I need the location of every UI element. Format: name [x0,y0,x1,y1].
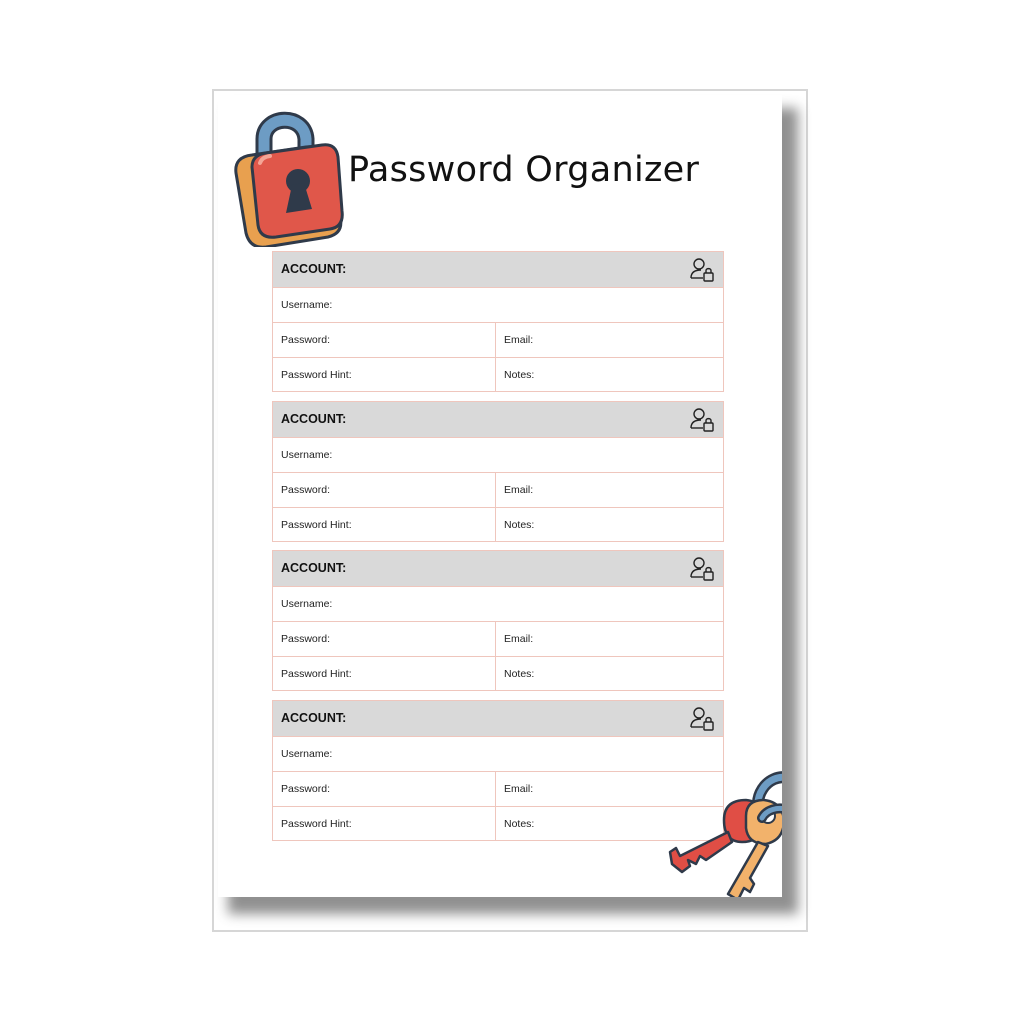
password-field[interactable]: Password: [273,473,496,507]
account-card [272,401,724,542]
password-hint-field[interactable]: Password Hint: [273,807,496,841]
username-row [273,288,723,323]
organizer-page [218,95,782,897]
account-label: ACCOUNT: [281,711,347,725]
password-email-row [273,473,723,508]
keys-icon [666,770,782,897]
username-row [273,587,723,622]
account-card-header [273,551,723,587]
account-label: ACCOUNT: [281,561,347,575]
user-lock-icon [689,257,715,283]
email-field[interactable]: Email: [504,484,534,496]
account-card [272,550,724,691]
hint-notes-row [273,807,723,841]
account-card-header [273,252,723,288]
password-hint-field[interactable]: Password Hint: [273,508,496,542]
password-email-row [273,622,723,657]
hint-notes-row [273,508,723,542]
username-field[interactable]: Username: [281,299,333,311]
notes-field[interactable]: Notes: [504,369,535,381]
hint-notes-row [273,358,723,392]
padlock-icon [230,101,348,247]
password-email-row [273,772,723,807]
username-row [273,737,723,772]
account-card [272,251,724,392]
user-lock-icon [689,556,715,582]
hint-notes-row [273,657,723,691]
password-field[interactable]: Password: [273,622,496,656]
notes-field[interactable]: Notes: [504,519,535,531]
password-hint-field[interactable]: Password Hint: [273,358,496,392]
email-field[interactable]: Email: [504,334,534,346]
password-field[interactable]: Password: [273,772,496,806]
account-label: ACCOUNT: [281,412,347,426]
email-field[interactable]: Email: [504,633,534,645]
user-lock-icon [689,706,715,732]
password-hint-field[interactable]: Password Hint: [273,657,496,691]
account-label: ACCOUNT: [281,262,347,276]
account-card-header [273,402,723,438]
page-title: Password Organizer [348,150,700,190]
username-field[interactable]: Username: [281,598,333,610]
username-field[interactable]: Username: [281,748,333,760]
password-field[interactable]: Password: [273,323,496,357]
notes-field[interactable]: Notes: [504,818,535,830]
email-field[interactable]: Email: [504,783,534,795]
username-field[interactable]: Username: [281,449,333,461]
username-row [273,438,723,473]
notes-field[interactable]: Notes: [504,668,535,680]
account-card [272,700,724,841]
user-lock-icon [689,407,715,433]
account-card-header [273,701,723,737]
password-email-row [273,323,723,358]
